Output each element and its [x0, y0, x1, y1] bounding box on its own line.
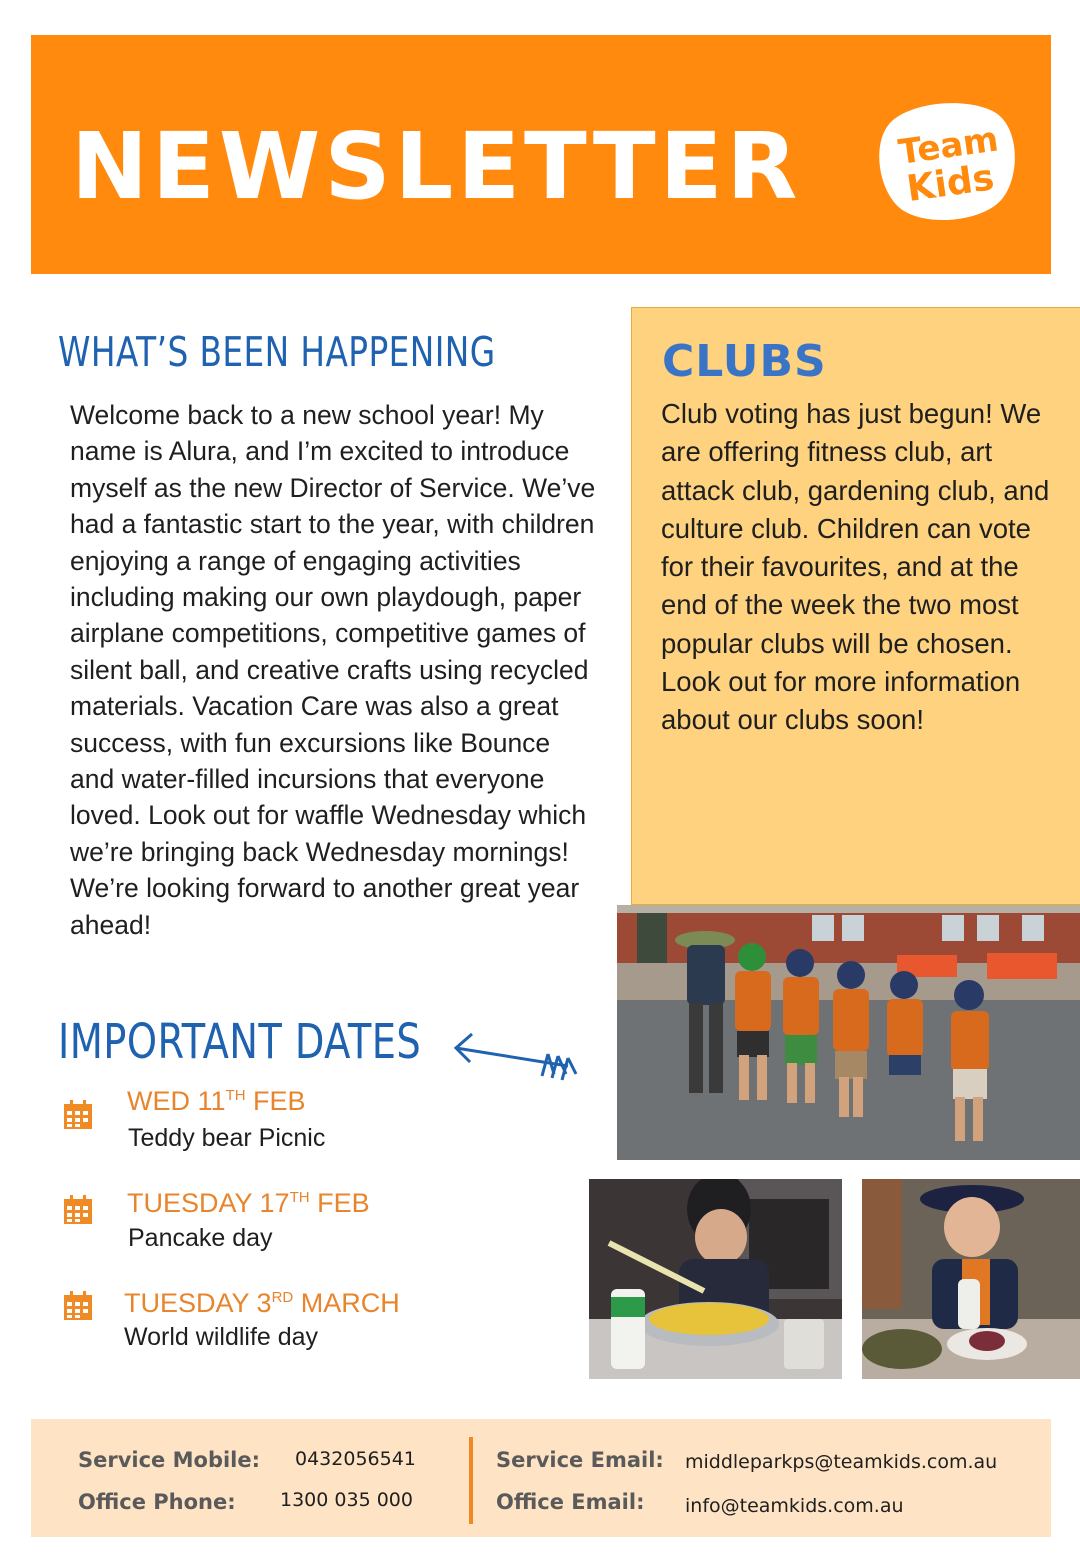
office-phone-value: 1300 035 000	[280, 1489, 413, 1511]
calendar-icon	[62, 1290, 94, 1322]
service-email-label: Service Email:	[496, 1448, 664, 1472]
office-email-value[interactable]: info@teamkids.com.au	[685, 1495, 904, 1517]
photo-child-nature-craft	[862, 1179, 1080, 1379]
date-1-description: Teddy bear Picnic	[128, 1124, 326, 1152]
contact-footer	[31, 1419, 1051, 1537]
newsletter-title: NEWSLETTER	[71, 113, 802, 220]
teamkids-logo	[874, 99, 1016, 225]
calendar-icon	[62, 1099, 94, 1131]
logo-text-team: Team	[896, 119, 1001, 173]
date-2-heading: TUESDAY 17TH FEB	[127, 1188, 370, 1218]
office-phone-label: Office Phone:	[78, 1490, 236, 1514]
arrow-left-icon	[450, 1026, 582, 1088]
date-1-heading: WED 11TH FEB	[127, 1086, 306, 1116]
date-2-description: Pancake day	[128, 1224, 273, 1252]
clubs-body: Club voting has just begun! We are offering fitness club, art attack club, gardening club, and culture club. Children can vote for their favourites, and at the end of the week the two most popular clubs will be chosen. Look out for more information about our clubs soon!	[661, 398, 1050, 736]
service-email-value[interactable]: middleparkps@teamkids.com.au	[685, 1451, 998, 1473]
service-mobile-label: Service Mobile:	[78, 1448, 261, 1472]
important-dates-heading: IMPORTANT DATES	[58, 1014, 422, 1070]
service-mobile-value: 0432056541	[295, 1448, 416, 1470]
office-email-label: Office Email:	[496, 1490, 645, 1514]
happening-heading: WHAT’S BEEN HAPPENING	[58, 328, 496, 376]
logo-text-kids: Kids	[904, 157, 997, 210]
footer-divider	[469, 1437, 473, 1524]
clubs-heading: CLUBS	[662, 336, 827, 387]
date-3-heading: TUESDAY 3RD MARCH	[124, 1288, 400, 1318]
happening-body: Welcome back to a new school year! My name is Alura, and I’m excited to introduce myself as the new Director of Service. We’ve had a fantastic start to the year, with children enjoying a range of engaging activities including making our own playdough, paper airplane competitions, competitive games of silent ball, and creative crafts using recycled materials. Vacation Care was also a great success, with fun excursions like Bounce and water-filled incursions that everyone loved. Look out for waffle Wednesday which we’re bringing back Wednesday mornings! We’re looking forward to another great year ahead!	[70, 400, 596, 940]
photo-child-mixing-pancakes	[589, 1179, 842, 1379]
clubs-panel	[631, 307, 1080, 905]
calendar-icon	[62, 1194, 94, 1226]
photo-children-conga-line	[617, 905, 1080, 1160]
date-3-description: World wildlife day	[124, 1323, 319, 1351]
header-banner	[31, 35, 1051, 274]
